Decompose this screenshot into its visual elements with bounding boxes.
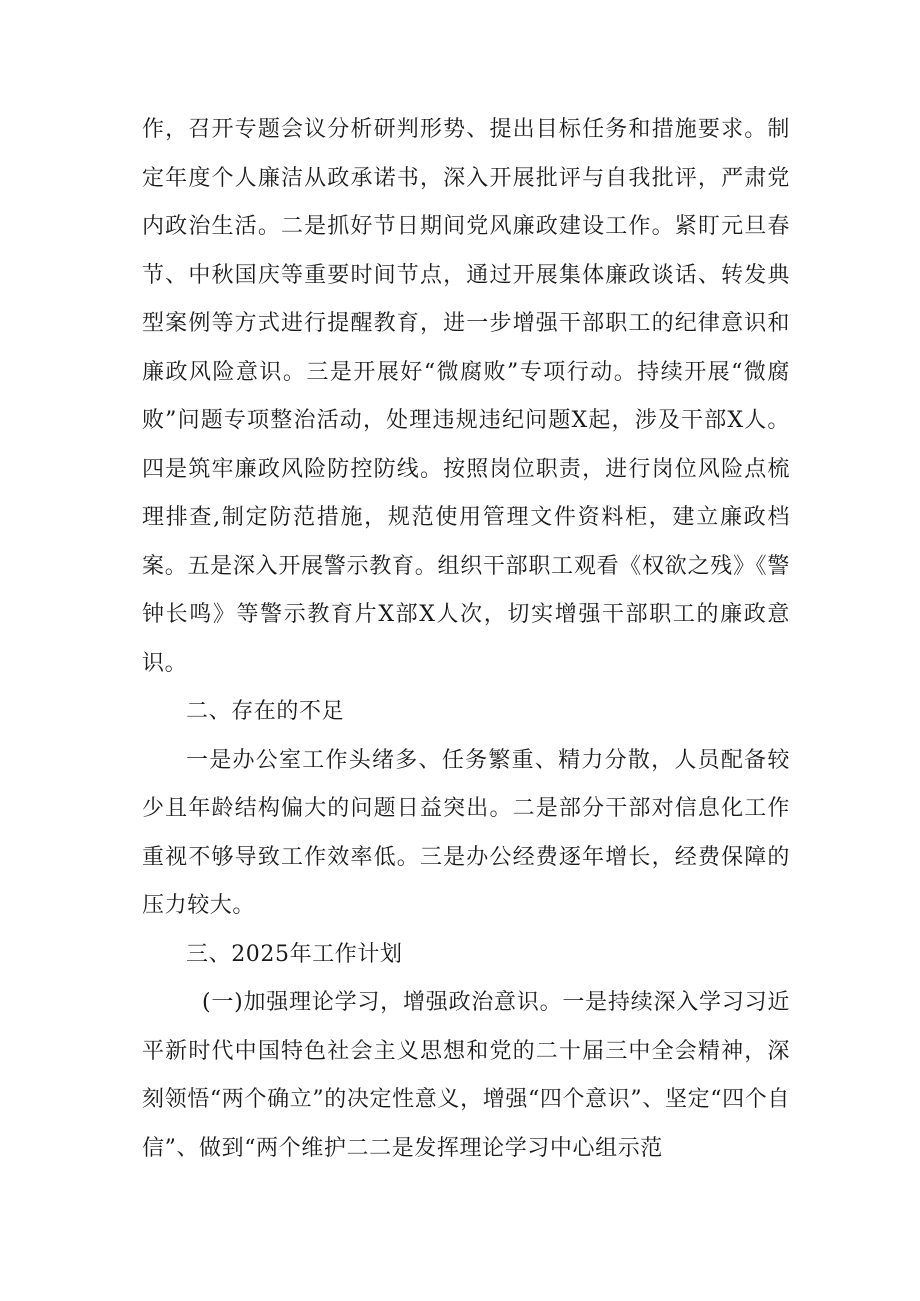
paragraph-integrity-work: 作，召开专题会议分析研判形势、提出目标任务和措施要求。制定年度个人廉洁从政承诺书，深入开展批评与自我批评，严肃党内政治生活。二是抓好节日期间党风廉政建设工作。紧盯元旦春节、中秋国庆等重要时间节点，通过开展集体廉政谈话、转发典型案例等方式进行提醒教育，进一步增强干部职工的纪律意识和廉政风险意识。三是开展好“微腐败”专项行动。持续开展“微腐败”问题专项整治活动，处理违规违纪问题X起，涉及干部X人。四是筑牢廉政风险防控防线。按照岗位职责，进行岗位风险点梳理排查,制定防范措施，规范使用管理文件资料柜，建立廉政档案。五是深入开展警示教育。组织干部职工观看《权欲之残》《警钟长鸣》等警示教育片X部X人次，切实增强干部职工的廉政意识。 bbox=[142, 117, 790, 676]
section-heading-work-plan: 三、2025年工作计划 bbox=[186, 941, 403, 967]
document-body bbox=[142, 106, 790, 1173]
paragraph-theory-study: (一)加强理论学习，增强政治意识。一是持续深入学习习近平新时代中国特色社会主义思想和党的二十届三中全会精神，深刻领悟“两个确立”的决定性意义，增强“四个意识”、坚定“四个自信”、做到“两个维护二二是发挥理论学习中心组示范 bbox=[142, 990, 790, 1161]
section-heading-shortcomings: 二、存在的不足 bbox=[186, 699, 345, 724]
paragraph-shortcomings: 一是办公室工作头绪多、任务繁重、精力分散，人员配备较少且年龄结构偏大的问题日益突出。二是部分干部对信息化工作重视不够导致工作效率低。三是办公经费逐年增长，经费保障的压力较大。 bbox=[142, 747, 790, 918]
